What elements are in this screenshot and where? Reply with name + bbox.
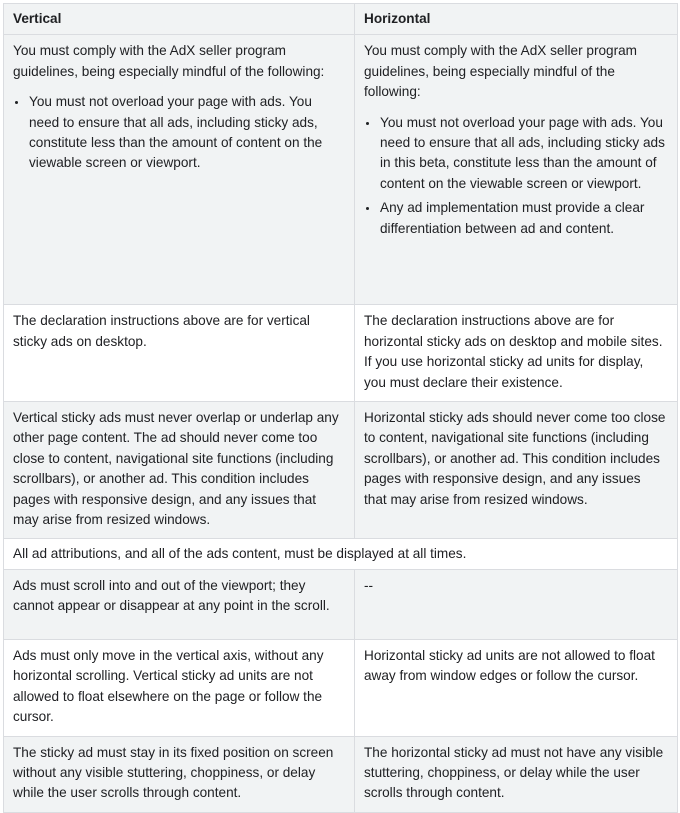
header-row (4, 4, 678, 35)
cell-horizontal-guidelines (355, 35, 678, 305)
cell-horizontal: Horizontal sticky ad units are not allowed to float away from window edges or follow the cursor. (355, 639, 678, 736)
sticky-ads-comparison-table (3, 3, 678, 813)
cell-horizontal: The declaration instructions above are for horizontal sticky ads on desktop and mobile sites. If you use horizontal sticky ad units for display, you must declare their existence. (355, 305, 678, 402)
table-row (4, 569, 678, 639)
cell-vertical: Ads must only move in the vertical axis, without any horizontal scrolling. Vertical sticky ad units are not allowed to float elsewhere on the page or follow the cursor. (4, 639, 355, 736)
guidelines-intro: You must comply with the AdX seller program guidelines, being especially mindful of the following: (364, 43, 638, 100)
cell-horizontal: -- (355, 569, 678, 639)
guidelines-list (364, 113, 667, 239)
header-vertical: Vertical (4, 4, 355, 35)
list-item: • You must not overload your page with ads. You need to ensure that all ads, including sticky ads, constitute less than the amount of content on the viewable screen or viewport. (28, 92, 344, 174)
cell-vertical: Ads must scroll into and out of the viewport; they cannot appear or disappear at any point in the scroll. (4, 569, 355, 639)
cell-horizontal: The horizontal sticky ad must not have any visible stuttering, choppiness, or delay while the user scrolls through content. (355, 736, 678, 812)
list-item: • Any ad implementation must provide a clear differentiation between ad and content. (379, 198, 667, 239)
table-row (4, 305, 678, 402)
table-row (4, 539, 678, 569)
cell-vertical: Vertical sticky ads must never overlap or underlap any other page content. The ad should never come too close to content, navigational site functions (including scrollbars), or another ad. This condition includes pages with responsive design, and any issues that may arise from resized windows. (4, 402, 355, 539)
list-item: • You must not overload your page with ads. You need to ensure that all ads, including sticky ads in this beta, constitute less than the amount of content on the viewable screen or viewport. (379, 113, 667, 195)
table-row (4, 402, 678, 539)
cell-vertical-guidelines (4, 35, 355, 305)
cell-both: All ad attributions, and all of the ads content, must be displayed at all times. (4, 539, 678, 569)
cell-vertical: The sticky ad must stay in its fixed position on screen without any visible stuttering, choppiness, or delay while the user scrolls through content. (4, 736, 355, 812)
table-row (4, 35, 678, 305)
table-row (4, 736, 678, 812)
cell-horizontal: Horizontal sticky ads should never come too close to content, navigational site functions (including scrollbars), or another ad. This condition includes pages with responsive design, and any issues that may arise from resized windows. (355, 402, 678, 539)
cell-vertical: The declaration instructions above are for vertical sticky ads on desktop. (4, 305, 355, 402)
table-row (4, 639, 678, 736)
guidelines-intro: You must comply with the AdX seller program guidelines, being especially mindful of the following: (13, 43, 325, 79)
header-horizontal: Horizontal (355, 4, 678, 35)
guidelines-list (13, 92, 344, 174)
